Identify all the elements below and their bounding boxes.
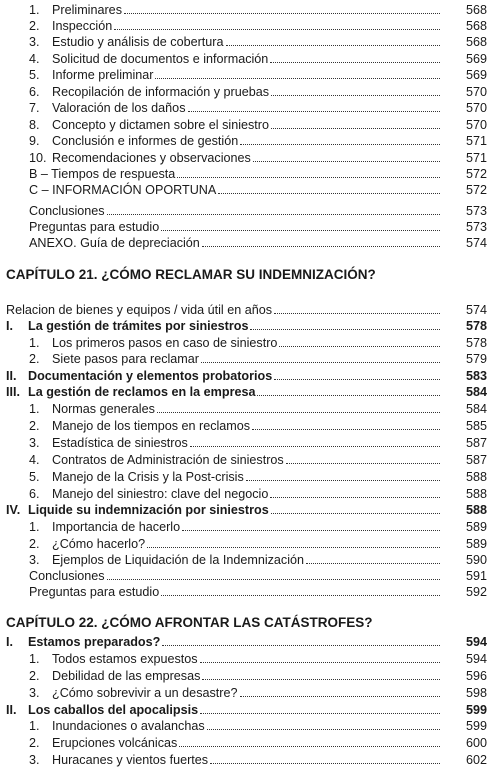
entry-number: 5. [29,470,40,484]
toc-entry [0,182,494,198]
entry-page: 585 [465,419,487,433]
entry-page: 599 [465,719,487,733]
entry-title: Conclusión e informes de gestión [52,133,440,149]
entry-page: 600 [465,736,487,750]
toc-entry [0,51,494,67]
entry-page: 589 [465,520,487,534]
entry-title: Los caballos del apocalipsis [28,702,440,718]
entry-number: IV. [6,503,21,517]
entry-title: Manejo de la Crisis y la Post-crisis [52,469,440,485]
entry-page: 569 [465,52,487,66]
entry-title: La gestión de reclamos en la empresa [28,384,440,400]
entry-number: 1. [29,402,40,416]
entry-number: 4. [29,52,40,66]
entry-title: Preliminares [52,2,440,18]
entry-number: 3. [29,35,40,49]
toc-entry [0,536,494,552]
entry-number: 6. [29,85,40,99]
toc-entry [0,568,494,584]
toc-entry [0,150,494,166]
entry-title: Solicitud de documentos e información [52,51,440,67]
entry-page: 591 [465,569,487,583]
entry-number: 7. [29,101,40,115]
chapter-heading: CAPÍTULO 22. ¿CÓMO AFRONTAR LAS CATÁSTROFES? [6,615,373,630]
entry-number: 2. [29,669,40,683]
entry-page: 571 [465,134,487,148]
entry-page: 587 [465,436,487,450]
entry-page: 592 [465,585,487,599]
toc-entry [0,418,494,434]
entry-page: 584 [465,385,487,399]
entry-title: Conclusiones [29,568,440,584]
entry-page: 589 [465,537,487,551]
entry-title: ¿Cómo hacerlo? [52,536,440,552]
entry-page: 569 [465,68,487,82]
entry-page: 570 [465,85,487,99]
entry-number: 3. [29,753,40,767]
toc-section-entry [0,318,494,334]
entry-number: 2. [29,736,40,750]
toc-entry [0,735,494,751]
entry-page: 570 [465,118,487,132]
entry-number: 2. [29,19,40,33]
entry-title: Huracanes y vientos fuertes [52,752,440,768]
entry-page: 574 [465,236,487,250]
entry-number: II. [6,703,17,717]
chapter-heading: CAPÍTULO 21. ¿CÓMO RECLAMAR SU INDEMNIZACIÓN? [6,267,376,282]
entry-title: Preguntas para estudio [29,584,440,600]
toc-entry [0,235,494,251]
toc-entry [0,18,494,34]
entry-page: 568 [465,3,487,17]
entry-page: 578 [465,336,487,350]
entry-page: 574 [465,303,487,317]
entry-number: II. [6,369,17,383]
toc-section-entry [0,384,494,400]
entry-title: Estudio y análisis de cobertura [52,34,440,50]
entry-title: Los primeros pasos en caso de siniestro [52,335,440,351]
entry-number: 2. [29,419,40,433]
toc-entry [0,203,494,219]
entry-number: 9. [29,134,40,148]
entry-number: 5. [29,68,40,82]
entry-number: 10. [29,151,47,165]
entry-title: Inundaciones o avalanchas [52,718,440,734]
toc-entry [0,469,494,485]
entry-page: 583 [465,369,487,383]
toc-entry [0,117,494,133]
entry-title: Concepto y dictamen sobre el siniestro [52,117,440,133]
toc-section-entry [0,368,494,384]
toc-entry [0,452,494,468]
entry-page: 596 [465,669,487,683]
entry-title: Ejemplos de Liquidación de la Indemnización [52,552,440,568]
entry-title: La gestión de trámites por siniestros [28,318,440,334]
toc-entry [0,435,494,451]
entry-page: 568 [465,35,487,49]
entry-title: ¿Cómo sobrevivir a un desastre? [52,685,440,701]
entry-title: Estadística de siniestros [52,435,440,451]
toc-section-entry [0,634,494,650]
entry-title: Normas generales [52,401,440,417]
entry-title: Manejo del siniestro: clave del negocio [52,486,440,502]
toc-entry [0,752,494,768]
entry-page: 588 [465,487,487,501]
entry-page: 590 [465,553,487,567]
entry-number: I. [6,635,13,649]
toc-entry [0,335,494,351]
entry-page: 598 [465,686,487,700]
toc-entry [0,302,494,318]
entry-page: 584 [465,402,487,416]
toc-entry [0,552,494,568]
toc-section-entry [0,702,494,718]
entry-number: 3. [29,553,40,567]
entry-number: 1. [29,336,40,350]
entry-title: Valoración de los daños [52,100,440,116]
entry-title: Recomendaciones y observaciones [52,150,440,166]
entry-page: 572 [465,183,487,197]
entry-page: 578 [465,319,487,333]
toc-entry [0,133,494,149]
toc-entry [0,67,494,83]
toc-entry [0,519,494,535]
entry-title: Manejo de los tiempos en reclamos [52,418,440,434]
toc-entry [0,34,494,50]
entry-title: ANEXO. Guía de depreciación [29,235,440,251]
entry-title: Siete pasos para reclamar [52,351,440,367]
toc-entry [0,668,494,684]
entry-title: Relacion de bienes y equipos / vida útil en años [6,302,440,318]
entry-number: 8. [29,118,40,132]
entry-title: Informe preliminar [52,67,440,83]
entry-number: I. [6,319,13,333]
entry-number: 1. [29,3,40,17]
entry-title: Conclusiones [29,203,440,219]
toc-entry [0,718,494,734]
entry-page: 573 [465,220,487,234]
toc-entry [0,401,494,417]
toc-entry [0,2,494,18]
entry-page: 602 [465,753,487,767]
entry-title: Debilidad de las empresas [52,668,440,684]
toc-section-entry [0,502,494,518]
entry-page: 573 [465,204,487,218]
toc-entry [0,100,494,116]
entry-title: B – Tiempos de respuesta [29,166,440,182]
entry-number: 1. [29,652,40,666]
entry-page: 572 [465,167,487,181]
toc-entry [0,651,494,667]
entry-page: 570 [465,101,487,115]
toc-entry [0,486,494,502]
toc-entry [0,84,494,100]
entry-number: 2. [29,537,40,551]
entry-page: 571 [465,151,487,165]
toc-entry [0,219,494,235]
entry-number: 6. [29,487,40,501]
entry-page: 599 [465,703,487,717]
entry-number: III. [6,385,20,399]
entry-title: Contratos de Administración de siniestros [52,452,440,468]
entry-number: 2. [29,352,40,366]
entry-title: Recopilación de información y pruebas [52,84,440,100]
entry-title: Documentación y elementos probatorios [28,368,440,384]
toc-entry [0,166,494,182]
entry-title: Importancia de hacerlo [52,519,440,535]
entry-number: 3. [29,436,40,450]
entry-number: 4. [29,453,40,467]
entry-title: Estamos preparados? [28,634,440,650]
entry-title: Todos estamos expuestos [52,651,440,667]
entry-page: 579 [465,352,487,366]
entry-title: C – INFORMACIÓN OPORTUNA [29,182,440,198]
entry-page: 587 [465,453,487,467]
entry-title: Liquide su indemnización por siniestros [28,502,440,518]
entry-page: 594 [465,652,487,666]
entry-page: 588 [465,503,487,517]
entry-title: Inspección [52,18,440,34]
entry-title: Erupciones volcánicas [52,735,440,751]
entry-number: 3. [29,686,40,700]
toc-entry [0,351,494,367]
entry-number: 1. [29,719,40,733]
toc-entry [0,685,494,701]
toc-entry [0,584,494,600]
entry-number: 1. [29,520,40,534]
entry-page: 594 [465,635,487,649]
entry-title: Preguntas para estudio [29,219,440,235]
entry-page: 588 [465,470,487,484]
entry-page: 568 [465,19,487,33]
